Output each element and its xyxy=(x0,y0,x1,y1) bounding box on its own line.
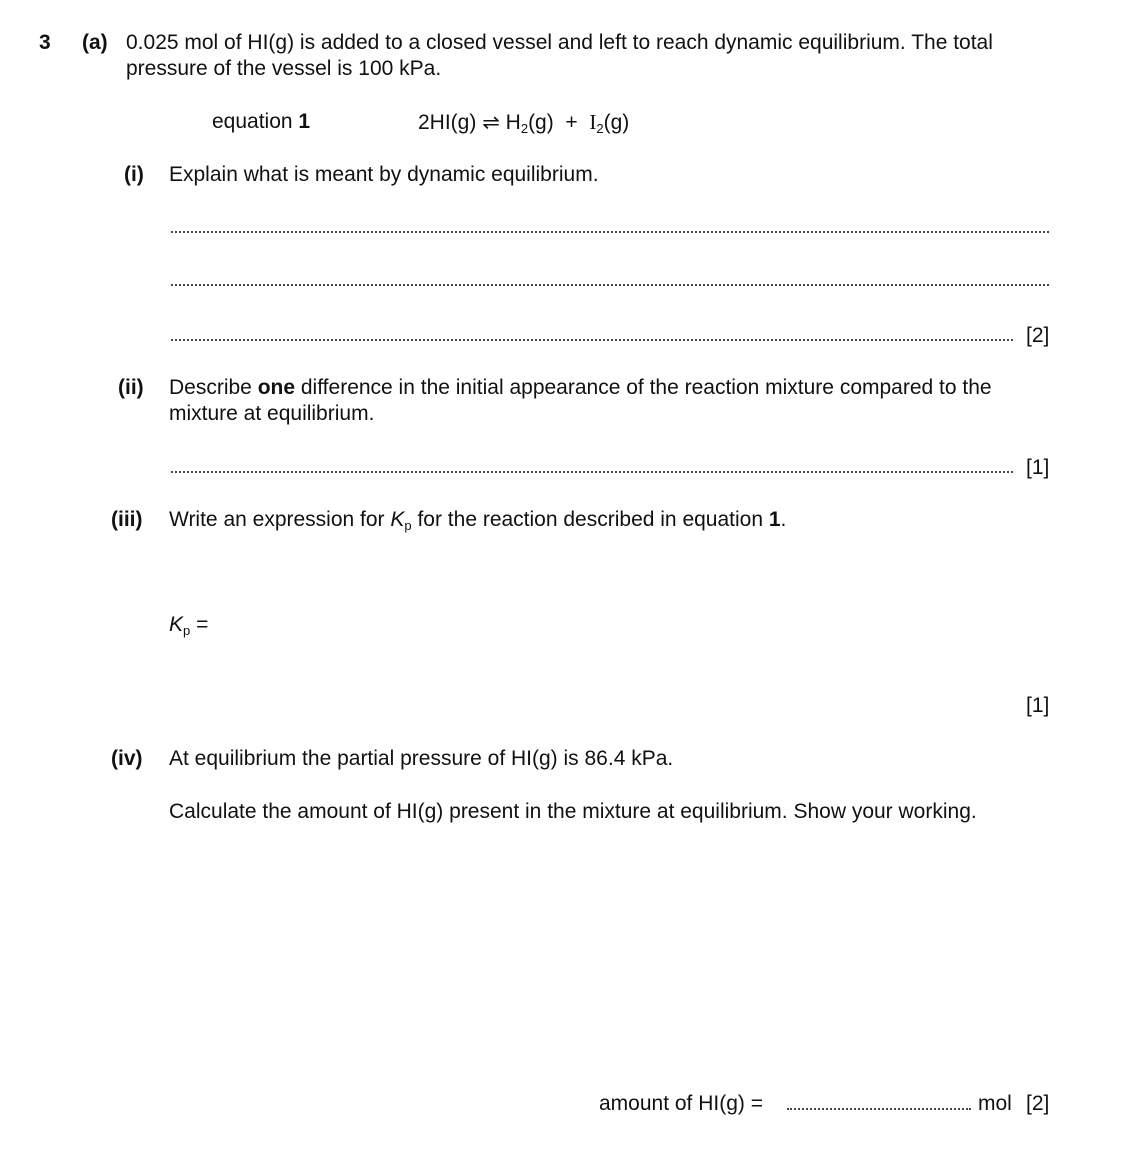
sub-iii-label: (iii) xyxy=(111,508,143,531)
equation-label: equation 1 xyxy=(212,110,311,133)
sub-ii-text: Describe one difference in the initial appearance of the reaction mixture compared to the xyxy=(169,376,992,399)
part-label: (a) xyxy=(82,31,108,54)
answer-line[interactable] xyxy=(171,231,1049,233)
intro-line-1: 0.025 mol of HI(g) is added to a closed vessel and left to reach dynamic equilibrium. The total xyxy=(126,31,993,54)
marks: [2] xyxy=(1026,324,1050,347)
sub-ii-label: (ii) xyxy=(118,376,144,399)
unit: mol xyxy=(978,1092,1012,1115)
sub-iv-text-1: At equilibrium the partial pressure of HI(g) is 86.4 kPa. xyxy=(169,747,674,770)
sub-iv-label: (iv) xyxy=(111,747,143,770)
marks: [1] xyxy=(1026,694,1050,717)
sub-iii-text: Write an expression for $K_p$ for the reaction described in equation 1. xyxy=(169,508,787,533)
marks: [1] xyxy=(1026,456,1050,479)
answer-line[interactable] xyxy=(171,339,1013,341)
equation: 2HI(g) ⇌ $H_2(g) + I_2(g)$ xyxy=(418,110,630,136)
answer-line[interactable] xyxy=(787,1108,971,1110)
question-number: 3 xyxy=(39,31,51,54)
marks: [2] xyxy=(1026,1092,1050,1115)
answer-line[interactable] xyxy=(171,284,1049,286)
sub-i-text: Explain what is meant by dynamic equilibrium. xyxy=(169,163,599,186)
sub-ii-text-2: mixture at equilibrium. xyxy=(169,402,375,425)
answer-line[interactable] xyxy=(171,471,1013,473)
kp-answer[interactable]: $K_p$ = xyxy=(169,613,209,638)
intro-line-2: pressure of the vessel is 100 kPa. xyxy=(126,57,442,80)
sub-i-label: (i) xyxy=(124,163,144,186)
answer-label: amount of HI(g) = xyxy=(599,1092,763,1115)
sub-iv-text-2: Calculate the amount of HI(g) present in the mixture at equilibrium. Show your working. xyxy=(169,800,977,823)
